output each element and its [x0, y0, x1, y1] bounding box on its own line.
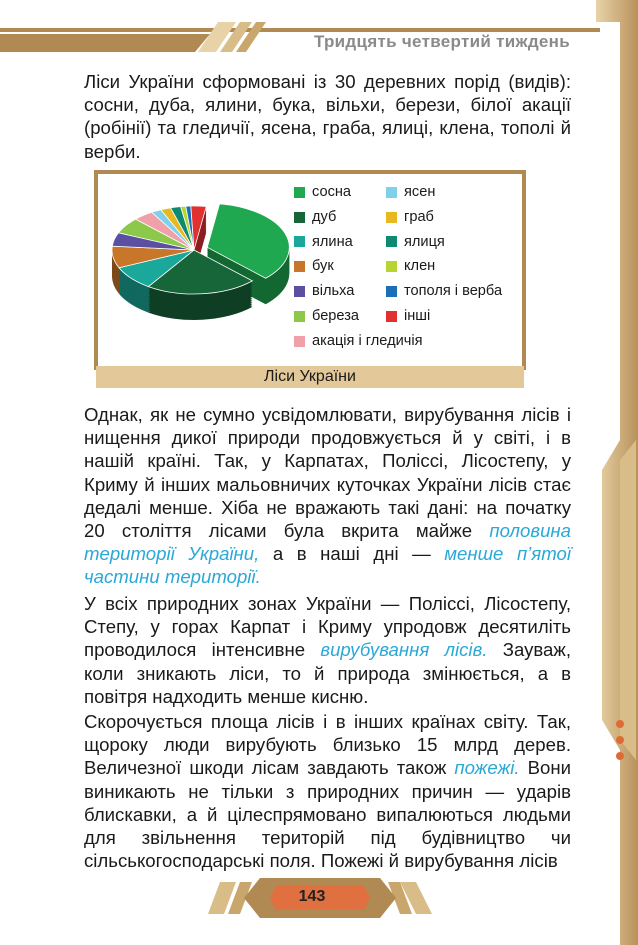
- legend-swatch: [386, 187, 397, 198]
- intro-text: Ліси України сформовані із 30 деревних порід (видів): сосни, дуба, ялини, бука, вільхи, берези, білої акації (робінії) та гледичії, ясена, граба, ялиці, клена, тополі й верби.: [84, 71, 571, 162]
- p3-highlight-logging: вирубування лісів.: [320, 639, 488, 661]
- legend-item: [386, 230, 502, 255]
- p3-text-a: У всіх природних зонах України — Поліссі, Лісостепу, Степу, у горах Карпат і Криму упродовж десятиліть проводилося інтенсивне: [84, 593, 571, 661]
- legend-item: [294, 329, 423, 354]
- p2-highlight-fifth: менше п’ятої частини території.: [84, 543, 571, 588]
- legend-right: [386, 180, 502, 329]
- p2-text-b: а в наші дні —: [259, 543, 445, 565]
- legend-label: вільха: [312, 283, 355, 300]
- legend-label: ялина: [312, 233, 353, 250]
- page-number: 143: [298, 888, 326, 905]
- legend-label: ялиця: [404, 233, 445, 250]
- legend-swatch: [386, 311, 397, 322]
- legend-swatch: [386, 212, 397, 223]
- legend-swatch: [386, 236, 397, 247]
- p3-text-b: Зауваж, коли зникають ліси, то й природа змінюється, а в повітря надходить менше кисню.: [84, 639, 571, 707]
- paragraph-zones: [84, 592, 571, 708]
- p4-text-b: Вони виникають не тільки з природних причин — ударів блискавки, а й цілеспрямовано випалюються людьми для звільнення територій під будівництво чи сільськогосподарські поля. Пожежі й вирубування лісів: [84, 757, 571, 872]
- legend-swatch: [294, 236, 305, 247]
- intro-paragraph: [84, 70, 571, 163]
- p2-text-a: Однак, як не сумно усвідомлювати, вирубування лісів і нищення дикої природи продовжується й у світі, і в нашій країні. Так, у Карпатах, Поліссі, Лісостепу, у Криму й інших мальовничих куточках України лісів стає дедалі менше. Хіба не вражають такі дані: на початку 20 століття лісами була вкрита майже: [84, 404, 571, 542]
- legend-swatch: [294, 187, 305, 198]
- legend-swatch: [294, 311, 305, 322]
- legend-label: сосна: [312, 184, 352, 200]
- legend-label: граб: [404, 208, 434, 225]
- legend-swatch: [386, 286, 397, 297]
- paragraph-world: [84, 710, 571, 872]
- legend-swatch: [294, 261, 305, 272]
- chart-caption: Ліси України: [264, 368, 356, 385]
- legend-item: [386, 279, 502, 304]
- legend-label: бук: [312, 258, 334, 275]
- decorative-dots: [616, 720, 624, 768]
- legend-swatch: [386, 261, 397, 272]
- p4-text-a: Скорочується площа лісів і в інших країнах світу. Так, щороку люди вирубують близько 15 млрд дерев. Величезної шкоди лісам завдають також: [84, 711, 571, 779]
- page-frame-right: [596, 0, 638, 945]
- legend-swatch: [294, 336, 305, 347]
- p4-highlight-fires: пожежі.: [454, 757, 520, 779]
- paragraph-deforestation: [84, 403, 571, 589]
- pie-chart: [112, 204, 289, 320]
- legend-label: клен: [404, 258, 436, 275]
- week-title: Тридцять четвертий тиждень: [313, 32, 570, 51]
- legend-label: береза: [312, 307, 360, 324]
- legend-item: [386, 304, 502, 329]
- legend-swatch: [294, 212, 305, 223]
- legend-label: акація і гледичія: [312, 332, 423, 349]
- legend-label: тополя і верба: [404, 283, 503, 300]
- legend-label: інші: [404, 307, 431, 324]
- legend-label: ясен: [404, 184, 436, 200]
- legend-item: [386, 254, 502, 279]
- legend-item: [386, 180, 502, 205]
- legend-swatch: [294, 286, 305, 297]
- legend-label: дуб: [312, 208, 337, 225]
- p2-highlight-half: половина території України,: [84, 520, 571, 565]
- legend-item: [386, 205, 502, 230]
